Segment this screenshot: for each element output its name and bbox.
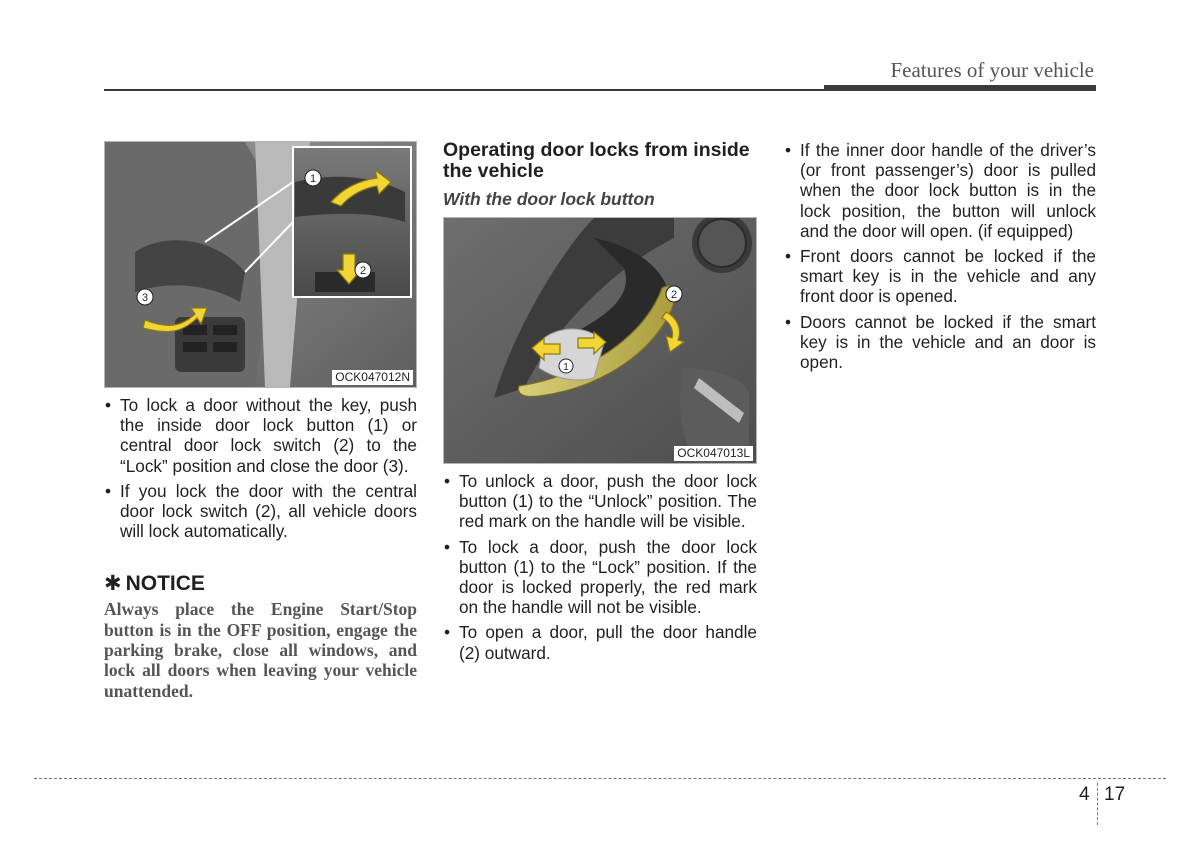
svg-text:3: 3 — [141, 292, 149, 304]
chapter-number: 4 — [1079, 784, 1090, 805]
notice-body: Always place the Engine Start/Stop button is in the OFF position, engage the parking brake, close all windows, and lock all doors when leaving your vehicle unattended. — [104, 599, 417, 701]
column-middle — [443, 140, 757, 668]
page-number: 17 — [1104, 784, 1126, 805]
svg-text:1: 1 — [563, 362, 569, 373]
list-item: • To open a door, pull the door handle (2) outward. — [444, 622, 757, 663]
list-item: • To lock a door without the key, push the inside door lock button (1) or central door lock switch (2) to the “Lock” position and close the door (3). — [105, 395, 417, 476]
section-subtitle: With the door lock button — [443, 189, 655, 209]
chapter-title: Features of your vehicle — [890, 58, 1094, 82]
callout-marker — [559, 359, 573, 373]
svg-text:2: 2 — [670, 289, 678, 301]
callout-marker — [355, 262, 371, 278]
footer-page-divider — [1097, 783, 1098, 825]
footer-divider — [34, 778, 1166, 779]
door-lock-figure-1 — [104, 141, 417, 388]
list-item: • If the inner door handle of the driver’s (or front passenger’s) door is pulled when the door lock button is in the lock position, the button will unlock and the door will open. (if equipped) — [785, 140, 1096, 241]
door-lock-figure-2 — [443, 217, 757, 464]
section-title: Operating door locks from inside the vehicle — [443, 139, 750, 182]
notice-title: NOTICE — [125, 572, 205, 596]
list-item: • Front doors cannot be locked if the smart key is in the vehicle and any front door is opened. — [785, 246, 1096, 307]
bullet-list — [104, 395, 417, 541]
callout-marker — [305, 170, 321, 186]
list-item: • Doors cannot be locked if the smart key is in the vehicle and an door is open. — [785, 311, 1096, 373]
figure-code: OCK047013L — [674, 446, 753, 461]
figure-code: OCK047012N — [332, 370, 413, 385]
column-left — [104, 141, 417, 701]
notice-heading — [104, 572, 417, 596]
door-interior-illustration — [105, 142, 416, 387]
svg-text:1: 1 — [309, 173, 317, 185]
callout-marker — [137, 289, 153, 305]
list-item: • To unlock a door, push the door lock button (1) to the “Unlock” position. The red mark on the handle will be visible. — [444, 471, 757, 532]
svg-text:2: 2 — [359, 265, 367, 277]
list-item: • If you lock the door with the central door lock switch (2), all vehicle doors will lock automatically. — [105, 480, 417, 542]
door-handle-illustration — [444, 218, 756, 463]
column-right — [784, 140, 1096, 377]
bullet-list — [443, 471, 757, 663]
header-rule-accent — [824, 85, 1096, 91]
callout-marker — [666, 286, 682, 302]
bullet-list — [784, 140, 1096, 372]
header-rule — [104, 89, 824, 91]
notice-icon: ✱ — [104, 572, 122, 596]
list-item: • To lock a door, push the door lock button (1) to the “Lock” position. If the door is locked properly, the red mark on the handle will not be visible. — [444, 536, 757, 618]
